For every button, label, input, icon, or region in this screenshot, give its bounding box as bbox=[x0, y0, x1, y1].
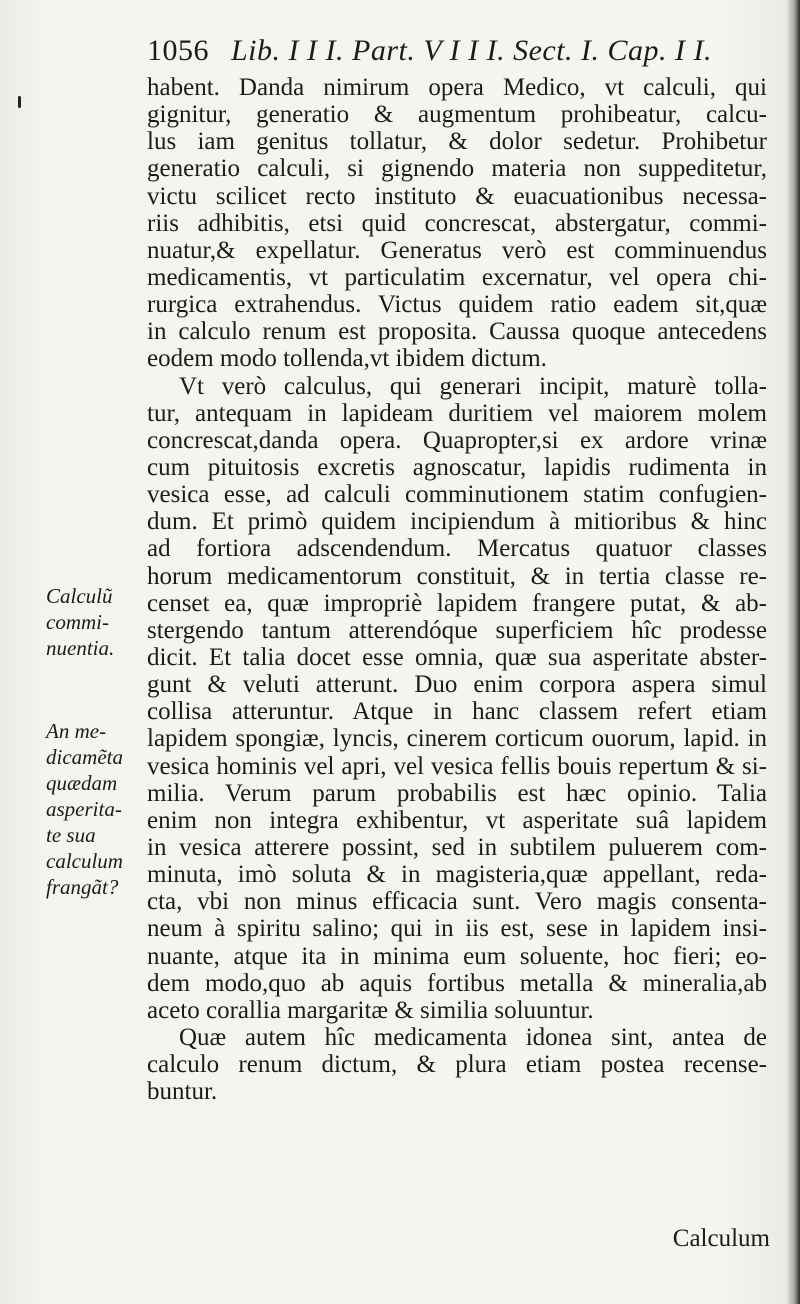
text-line: gignitur, generatio & augmentum prohibeatur, calcu- bbox=[147, 101, 767, 129]
page-number: 1056 bbox=[147, 34, 209, 67]
running-header bbox=[147, 34, 777, 74]
text-line: milia. Verum parum probabilis est hæc opinio. Talia bbox=[147, 779, 767, 807]
text-line: censet ea, quæ impropriè lapidem frangere putat, & ab- bbox=[147, 589, 767, 617]
text-line: minuta, imò soluta & in magisteria,quæ appellant, reda- bbox=[147, 861, 767, 889]
text-line: eodem modo tollenda,vt ibidem dictum. bbox=[147, 345, 547, 373]
text-line: aceto corallia margaritæ & similia soluuntur. bbox=[147, 996, 594, 1024]
text-line: rurgica extrahendus. Victus quidem ratio eadem sit,quæ bbox=[147, 291, 767, 319]
text-line: riis adhibitis, etsi quid concrescat, abstergatur, commi- bbox=[147, 209, 767, 237]
text-line: ad fortiora adscendendum. Mercatus quatuor classes bbox=[147, 535, 767, 563]
text-line: in vesica atterere possint, sed in subtilem puluerem com- bbox=[147, 833, 767, 861]
text-line: habent. Danda nimirum opera Medico, vt calculi, qui bbox=[147, 74, 767, 101]
text-line: horum medicamentorum constituit, & in tertia classe re- bbox=[147, 562, 767, 590]
margin-note-line: asperita- bbox=[46, 797, 122, 821]
catchword: Calculum bbox=[672, 1225, 770, 1252]
text-line: cum pituitosis excretis agnoscatur, lapidis rudimenta in bbox=[147, 453, 767, 481]
text-line: vesica esse, ad calculi comminutionem statim confugien- bbox=[147, 481, 767, 509]
text-line: buntur. bbox=[147, 1078, 218, 1106]
margin-note-line: dicamẽta bbox=[46, 745, 123, 769]
text-line: victu scilicet recto instituto & euacuationibus necessa- bbox=[147, 182, 767, 210]
text-line: enim non integra exhibentur, vt asperitate suâ lapidem bbox=[147, 806, 767, 834]
text-line: Quæ autem hîc medicamenta idonea sint, antea de bbox=[179, 1023, 767, 1051]
text-line: dum. Et primò quidem incipiendum à mitioribus & hinc bbox=[147, 508, 767, 536]
main-text bbox=[147, 74, 767, 1105]
text-line: lapidem spongiæ, lyncis, cinerem corticum ouorum, lapid. in bbox=[147, 725, 767, 753]
text-line: generatio calculi, si gignendo materia non suppeditetur, bbox=[147, 155, 767, 183]
text-line: neum à spiritu salino; qui in iis est, sese in lapidem insi- bbox=[147, 915, 767, 943]
ink-speck bbox=[18, 96, 21, 108]
text-line: gunt & veluti atterunt. Duo enim corpora aspera simul bbox=[147, 671, 767, 699]
text-line: vesica hominis vel apri, vel vesica fellis bouis repertum & si- bbox=[147, 752, 767, 780]
margin-note-line: calculum bbox=[46, 849, 123, 873]
margin-note-line: An me- bbox=[46, 719, 107, 743]
margin-note-line: frangãt? bbox=[46, 875, 119, 899]
margin-note-line: quædam bbox=[46, 771, 118, 795]
margin-note-line: nuentia. bbox=[46, 636, 115, 660]
text-line: dicit. Et talia docet esse omnia, quæ sua asperitate abster- bbox=[147, 643, 767, 671]
margin-note-comminuentia bbox=[46, 583, 142, 661]
text-line: Vt verò calculus, qui generari incipit, maturè tolla- bbox=[179, 372, 767, 400]
margin-note-line: Calculũ bbox=[46, 584, 113, 608]
text-line: collisa atteruntur. Atque in hanc classem refert etiam bbox=[147, 698, 767, 726]
page-gutter-shadow bbox=[786, 0, 800, 1304]
text-line: stergendo tantum atterendóque superficiem hîc prodesse bbox=[147, 616, 767, 644]
text-line: medicamentis, vt particulatim excernatur, vel opera chi- bbox=[147, 263, 767, 291]
text-line: cta, vbi non minus efficacia sunt. Vero magis consenta- bbox=[147, 888, 767, 916]
text-line: dem modo,quo ab aquis fortibus metalla & mineralia,ab bbox=[147, 969, 767, 997]
text-line: nuatur,& expellatur. Generatus verò est comminuendus bbox=[147, 236, 767, 264]
margin-note-line: commi- bbox=[46, 610, 109, 634]
text-line: concrescat,danda opera. Quapropter,si ex ardore vrinæ bbox=[147, 426, 767, 454]
margin-note-asperitate bbox=[46, 718, 142, 900]
text-line: in calculo renum est proposita. Caussa quoque antecedens bbox=[147, 318, 767, 346]
text-line: calculo renum dictum, & plura etiam postea recense- bbox=[147, 1051, 767, 1079]
running-title: Lib. I I I. Part. V I I I. Sect. I. Cap. I I. bbox=[231, 34, 713, 67]
text-line: tur, antequam in lapideam duritiem vel maiorem molem bbox=[147, 399, 767, 427]
margin-note-line: te sua bbox=[46, 823, 96, 847]
text-line: lus iam genitus tollatur, & dolor sedetur. Prohibetur bbox=[147, 128, 767, 156]
text-line: nuante, atque ita in minima eum soluente, hoc fieri; eo- bbox=[147, 942, 767, 970]
